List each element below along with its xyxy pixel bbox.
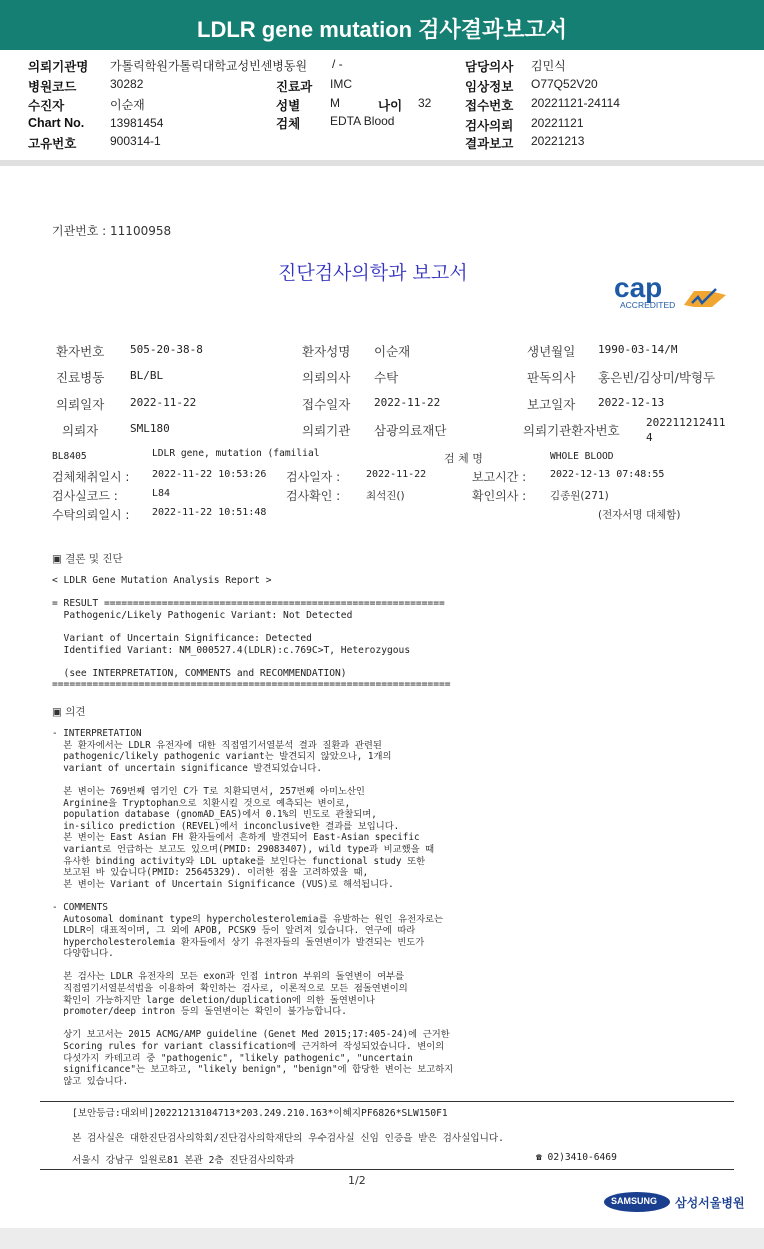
receipt-date-value: 2022-11-22	[374, 396, 441, 409]
lab-code-value: L84	[152, 488, 171, 499]
unique-no-label: 고유번호	[28, 137, 77, 151]
request-date-label-2: 의뢰일자	[56, 397, 105, 412]
page-number: 1/2	[348, 1174, 366, 1187]
patient-name-value: 이순재	[374, 344, 411, 359]
reading-doctor-label: 판독의사	[527, 370, 576, 385]
collection-time-value: 2022-11-22 10:53:26	[152, 469, 267, 480]
requesting-doctor-label: 의뢰의사	[302, 370, 351, 385]
patient-name-label: 환자성명	[302, 344, 351, 359]
receipt-no-value: 20221121-24114	[531, 96, 620, 110]
clinical-info-value: O77Q52V20	[531, 77, 598, 91]
patient-id-label: 환자번호	[56, 344, 105, 359]
report-title-bar	[0, 0, 764, 50]
clinical-info-label: 임상정보	[465, 80, 514, 94]
unique-no-value: 900314-1	[110, 134, 161, 148]
report-date-label: 보고일자	[527, 397, 576, 412]
request-date-value: 20221121	[531, 116, 584, 130]
doctor-label: 담당의사	[465, 60, 514, 74]
request-date-value-2: 2022-11-22	[130, 396, 197, 409]
institution-patient-no-value-cont: 4	[646, 431, 653, 444]
department-label: 진료과	[276, 80, 313, 94]
interpretation-block: - INTERPRETATION 본 환자에서는 LDLR 유전자에 대한 직접염기서열분석 결과 질환과 관련된 pathogenic/likely pathogenic variant는 발견되지 않았으나, 1개의 variant of uncertain significance 발견되었습니다. 본 변이는 769번째 염기인 C가 T로 치환되면서, 257번째 아미노산인 Arginine을 Tryptophan으로 치환시킬 것으로 예측되는 변이로, population database (gnomAD_EAS)에서 0.1%의 빈도로 관찰되며, in-silico prediction (REVEL)에서 inconclusive한 결과를 보입니다. 본 변이는 East Asian FH 환자들에서 흔하게 발견되어 East-Asian specific variant로 언급하는 보고도 있으며(PMID: 29083407), wild type과 비교했을 때 유사한 binding activity와 LDL uptake를 보인다는 functional study 또한 보고된 바 있습니다(PMID: 25645329). 이러한 점을 고려하였을 때, 본 변이는 Variant of Uncertain Significance (VUS)로 해석됩니다. - COMMENTS Autosomal dominant type의 hypercholesterolemia를 유발하는 원인 유전자로는 LDLR이 대표적이며, 그 외에 APOB, PCSK9 등이 알려져 있습니다. 연구에 따라 hypercholesterolemia 환자들에서 상기 유전자들의 돌연변이가 발견되는 빈도가 다양합니다. 본 검사는 LDLR 유전자의 모든 exon과 인접 intron 부위의 돌연변이 여부를 직접염기서열분석법을 이용하여 확인하는 검사로, 이론적으로 모든 점돌연변이의 확인이 가능하지만 large deletion/duplication에 의한 돌연변이나 promoter/deep intron 등의 돌연변이는 확인이 불가능합니다. 상기 보고서는 2015 ACMG/AMP guideline (Genet Med 2015;17:405-24)에 근거한 Scoring rules for variant classification에 근거하여 작성되었습니다. 변이의 다섯가지 카테고리 중 "pathogenic", "likely pathogenic", "uncertain significance"는 보고하고, "likely benign", "benign"에 합당한 변이는 보고하지 않고 있습니다.	[52, 728, 454, 1087]
report-heading: 진단검사의학과 보고서	[278, 262, 468, 284]
hospital-logo-name: 삼성서울병원	[675, 1196, 745, 1210]
conclusion-heading: ▣ 결론 및 진단	[52, 553, 123, 565]
test-date-value: 2022-11-22	[366, 469, 427, 480]
hospital-name-value: 가톨릭학원가톨릭대학교성빈센병동원	[110, 59, 308, 73]
report-title: LDLR gene mutation 검사결과보고서	[197, 17, 567, 42]
specimen-name-value: WHOLE BLOOD	[550, 451, 614, 462]
request-date-label: 검사의뢰	[465, 119, 514, 133]
birth-date-value: 1990-03-14/M	[598, 343, 678, 356]
footer-bottom-rule	[40, 1169, 734, 1170]
chart-no-label: Chart No.	[28, 116, 85, 130]
test-name: LDLR gene, mutation (familial	[152, 448, 320, 459]
consign-time-label: 수탁의뢰일시 :	[52, 508, 130, 522]
cap-logo-text: cap	[614, 272, 663, 303]
institution-number: 기관번호 : 11100958	[52, 224, 172, 238]
requesting-doctor-value: 수탁	[374, 370, 399, 385]
samsung-logo	[604, 1192, 670, 1212]
report-date-value: 2022-12-13	[598, 396, 665, 409]
opinion-heading: ▣ 의견	[52, 706, 86, 718]
age-label: 나이	[378, 99, 403, 113]
test-date-label: 검사일자 :	[286, 470, 341, 484]
e-signature-note: (전자서명 대체함)	[598, 509, 681, 521]
result-date-value: 20221213	[531, 134, 585, 148]
report-time-label: 보고시간 :	[472, 470, 527, 484]
specimen-name-label: 검 체 명	[444, 452, 483, 465]
cap-accredited-text: ACCREDITED	[620, 300, 676, 310]
age-value: 32	[418, 96, 432, 110]
lab-address: 서울시 강남구 일원로81 본관 2층 진단검사의학과	[72, 1155, 295, 1166]
ward-label: 진료병동	[56, 370, 105, 385]
receipt-date-label: 접수일자	[302, 397, 351, 412]
reading-doctor-value: 홍은빈/김상미/박형두	[598, 370, 716, 385]
receipt-no-label: 접수번호	[465, 99, 514, 113]
requester-value: SML180	[130, 422, 170, 435]
result-date-label: 결과보고	[465, 137, 514, 151]
footer-top-rule	[40, 1101, 734, 1102]
lab-code-label: 검사실코드 :	[52, 489, 118, 503]
ward-value: BL/BL	[130, 369, 164, 382]
samsung-logo-text: SAMSUNG	[611, 1196, 658, 1206]
specimen-value: EDTA Blood	[330, 114, 395, 128]
sex-label: 성별	[276, 99, 301, 113]
institution-patient-no-label: 의뢰기관환자번호	[523, 423, 620, 438]
institution-patient-no-value: 202211212411	[646, 416, 726, 429]
collection-time-label: 검체채취일시 :	[52, 470, 130, 484]
specimen-label: 검체	[276, 117, 301, 131]
chart-no-value: 13981454	[110, 116, 164, 130]
report-time-value: 2022-12-13 07:48:55	[550, 469, 665, 480]
patient-label: 수진자	[28, 99, 65, 113]
hospital-code-value: 30282	[110, 77, 144, 91]
hospital-name-label: 의뢰기관명	[28, 60, 89, 74]
patient-value: 이순재	[110, 98, 145, 112]
hospital-code-label: 병원코드	[28, 80, 77, 94]
cap-accredited-logo	[612, 266, 712, 312]
certification-text: 본 검사실은 대한진단검사의학회/진단검사의학재단의 우수검사실 신임 인증을 받은 검사실입니다.	[72, 1133, 504, 1144]
security-line: [보안등급:대외비]20221213104713*203.249.210.163*이혜지PF6826*SLW150F1	[72, 1108, 448, 1119]
confirm-doctor-value: 김종원(271)	[550, 490, 609, 502]
patient-id-value: 505-20-38-8	[130, 343, 203, 356]
hospital-slash: / -	[332, 57, 343, 71]
birth-date-label: 생년월일	[527, 344, 576, 359]
header-panel	[0, 50, 764, 160]
sex-value: M	[330, 96, 340, 110]
test-verify-label: 검사확인 :	[286, 489, 341, 503]
lab-phone: ☎ 02)3410-6469	[536, 1152, 617, 1163]
department-value: IMC	[330, 77, 352, 91]
requester-label: 의뢰자	[62, 423, 99, 438]
test-code: BL8405	[52, 451, 87, 462]
requesting-institution-value: 삼광의료재단	[374, 423, 447, 438]
report-page	[0, 166, 764, 1228]
consign-time-value: 2022-11-22 10:51:48	[152, 507, 267, 518]
result-block: < LDLR Gene Mutation Analysis Report > = RESULT =========================================================== Pathogenic/Likely Pathogenic Variant: Not Detected Variant of Uncertain Significance: Detected Identified Variant: NM_000527.4(LDLR):c.769C>T, Heterozygous (see INTERPRETATION, COMMENTS and RECOMMENDATION) =====================================================================	[52, 575, 451, 691]
test-verify-value: 최석진()	[366, 490, 405, 502]
confirm-doctor-label: 확인의사 :	[472, 489, 527, 503]
requesting-institution-label: 의뢰기관	[302, 423, 351, 438]
doctor-value: 김민식	[531, 59, 566, 73]
